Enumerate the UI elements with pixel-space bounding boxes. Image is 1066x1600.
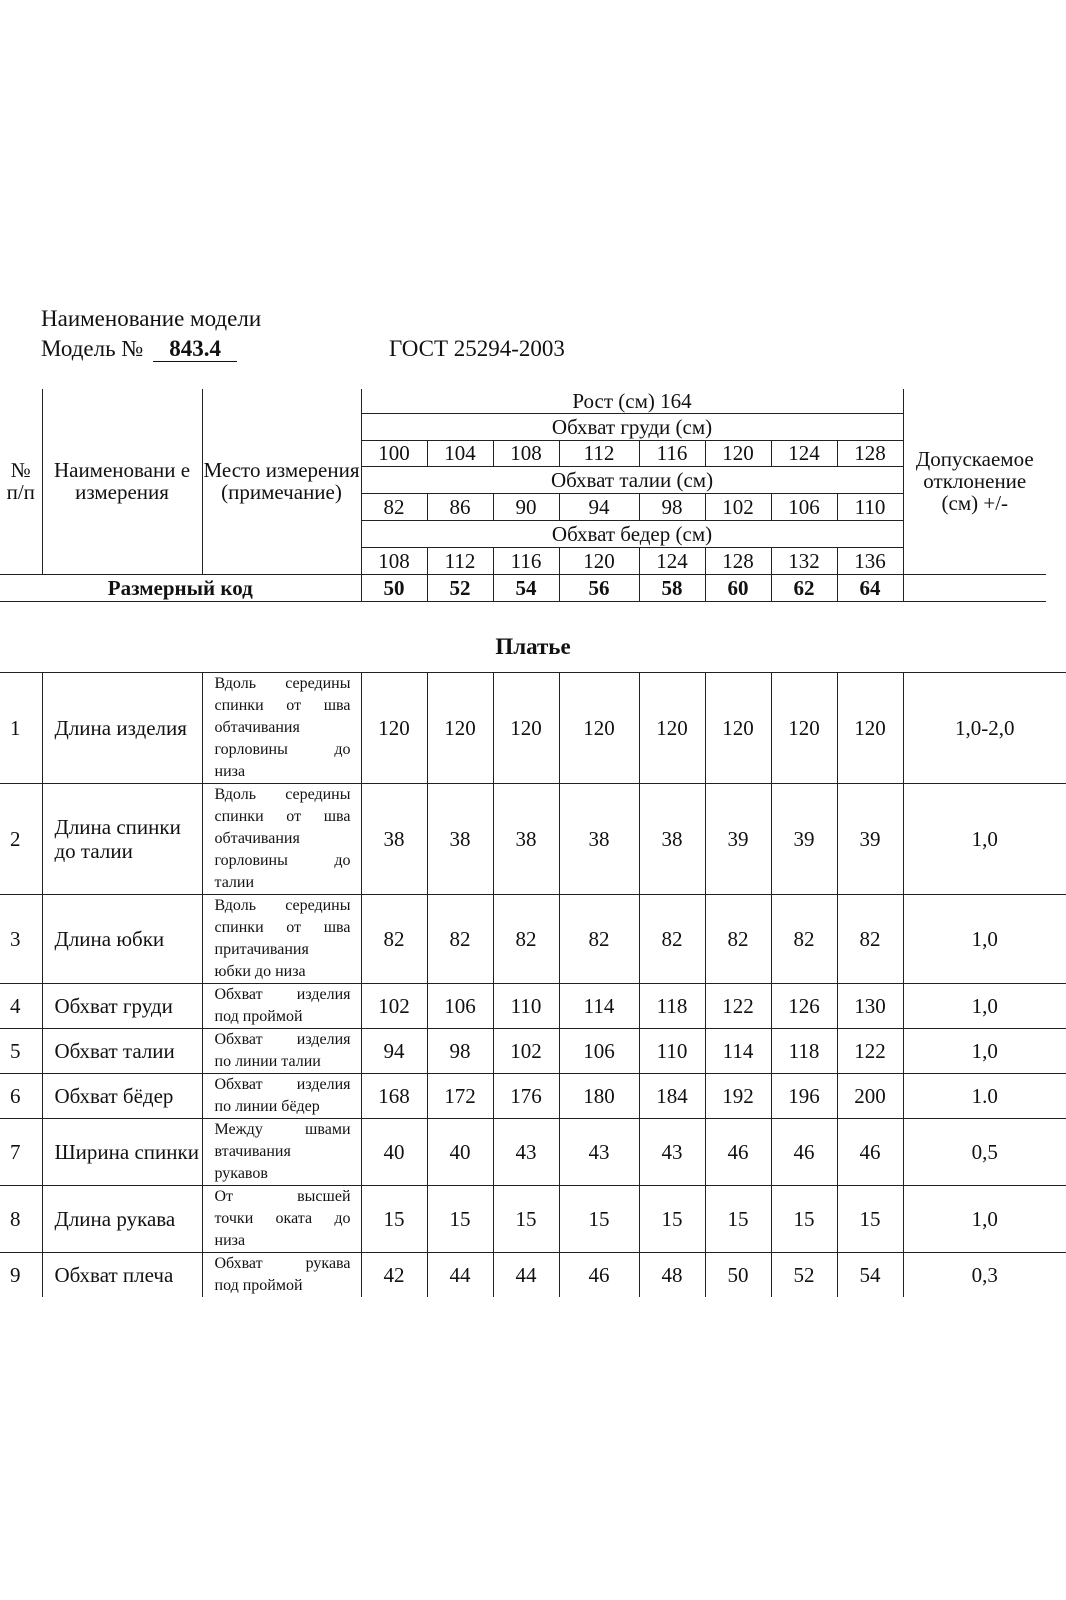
measurement-value: 39	[771, 784, 837, 895]
measurement-name: Обхват плеча	[42, 1253, 202, 1298]
tolerance-value: 1,0	[903, 1029, 1066, 1074]
waist-value-cell: 98	[639, 493, 705, 520]
measurement-name: Ширина спинки	[42, 1119, 202, 1186]
measurement-value: 15	[639, 1186, 705, 1253]
row-number: 7	[0, 1119, 42, 1186]
tolerance-value: 1.0	[903, 1074, 1066, 1119]
row-number: 3	[0, 895, 42, 984]
place-line: под проймой	[214, 1277, 303, 1294]
measurement-place	[202, 1074, 361, 1119]
header-hips-label: Обхват бедер (см)	[361, 520, 903, 547]
gost-standard: ГОСТ 25294-2003	[389, 336, 565, 361]
place-line: спинки от шва	[214, 808, 351, 825]
place-line: низа	[214, 763, 246, 780]
measurement-value: 120	[639, 673, 705, 784]
measurement-value: 46	[705, 1119, 771, 1186]
measurement-value: 39	[705, 784, 771, 895]
measurement-value: 82	[361, 895, 427, 984]
measurement-place	[202, 1186, 361, 1253]
measurement-value: 118	[771, 1029, 837, 1074]
measurement-value: 120	[771, 673, 837, 784]
measurement-value: 82	[559, 895, 639, 984]
tolerance-value: 1,0	[903, 1186, 1066, 1253]
measurement-value: 82	[771, 895, 837, 984]
table-row	[0, 1186, 1066, 1253]
measurement-value: 114	[559, 984, 639, 1029]
size-code-cell: 64	[837, 574, 903, 601]
measurement-value: 82	[639, 895, 705, 984]
size-header-table	[0, 389, 1046, 602]
measurement-value: 46	[559, 1253, 639, 1298]
tolerance-value: 1,0	[903, 984, 1066, 1029]
place-line: по линии бёдер	[214, 1098, 320, 1115]
measurement-place	[202, 784, 361, 895]
measurement-value: 172	[427, 1074, 493, 1119]
model-label: Модель №	[41, 336, 144, 361]
measurement-value: 122	[837, 1029, 903, 1074]
place-line: обтачивания	[214, 830, 300, 847]
row-number: 8	[0, 1186, 42, 1253]
measurement-value: 120	[837, 673, 903, 784]
measurement-value: 120	[559, 673, 639, 784]
tolerance-value: 1,0-2,0	[903, 673, 1066, 784]
waist-value-cell: 90	[493, 493, 559, 520]
header-chest-label: Обхват груди (см)	[361, 413, 903, 440]
table-row	[0, 895, 1066, 984]
hips-value-cell: 136	[837, 547, 903, 574]
hips-value-cell: 124	[639, 547, 705, 574]
measurement-value: 114	[705, 1029, 771, 1074]
hips-value-cell: 112	[427, 547, 493, 574]
place-line: юбки до низа	[214, 963, 306, 980]
measurement-value: 180	[559, 1074, 639, 1119]
header-name: Наименовани е измерения	[42, 389, 202, 574]
measurement-value: 38	[559, 784, 639, 895]
measurement-value: 54	[837, 1253, 903, 1298]
measurement-value: 15	[771, 1186, 837, 1253]
measurement-value: 176	[493, 1074, 559, 1119]
place-line: Обхват рукава	[214, 1255, 351, 1272]
header-tolerance: Допускаемое отклонение (см) +/-	[903, 389, 1046, 574]
place-line: рукавов	[214, 1165, 268, 1182]
measurement-value: 120	[493, 673, 559, 784]
section-title: Платье	[495, 634, 571, 659]
measurement-value: 43	[493, 1119, 559, 1186]
measurement-value: 106	[427, 984, 493, 1029]
place-line: втачивания	[214, 1143, 291, 1160]
measurement-value: 120	[705, 673, 771, 784]
size-code-cell: 58	[639, 574, 705, 601]
measurement-value: 118	[639, 984, 705, 1029]
measurement-value: 120	[427, 673, 493, 784]
measurement-value: 192	[705, 1074, 771, 1119]
measurement-value: 200	[837, 1074, 903, 1119]
measurement-value: 196	[771, 1074, 837, 1119]
table-row	[0, 784, 1066, 895]
measurement-value: 110	[493, 984, 559, 1029]
hips-value-cell: 128	[705, 547, 771, 574]
tolerance-value: 1,0	[903, 895, 1066, 984]
model-name-label: Наименование модели	[41, 306, 262, 331]
row-number: 2	[0, 784, 42, 895]
measurement-place	[202, 1253, 361, 1298]
hips-value-cell: 132	[771, 547, 837, 574]
measurement-value: 43	[559, 1119, 639, 1186]
size-code-cell: 54	[493, 574, 559, 601]
header-waist-label: Обхват талии (см)	[361, 466, 903, 493]
size-code-cell: 56	[559, 574, 639, 601]
measurement-name: Обхват талии	[42, 1029, 202, 1074]
place-line: под проймой	[214, 1008, 303, 1025]
measurement-value: 15	[361, 1186, 427, 1253]
measurement-value: 82	[837, 895, 903, 984]
measurement-value: 46	[771, 1119, 837, 1186]
waist-value-cell: 86	[427, 493, 493, 520]
measurement-value: 82	[705, 895, 771, 984]
tolerance-value: 1,0	[903, 784, 1066, 895]
measurement-value: 98	[427, 1029, 493, 1074]
measurement-value: 38	[427, 784, 493, 895]
place-line: Вдоль середины	[214, 897, 351, 914]
row-number: 6	[0, 1074, 42, 1119]
chest-value-cell: 108	[493, 440, 559, 466]
measurement-value: 15	[493, 1186, 559, 1253]
measurement-value: 38	[361, 784, 427, 895]
row-number: 4	[0, 984, 42, 1029]
chest-value-cell: 112	[559, 440, 639, 466]
size-code-cell: 52	[427, 574, 493, 601]
chest-value-cell: 100	[361, 440, 427, 466]
header-no: № п/п	[0, 389, 42, 574]
measurement-value: 15	[559, 1186, 639, 1253]
tolerance-value: 0,5	[903, 1119, 1066, 1186]
place-line: точки оката до	[214, 1210, 351, 1227]
measurement-value: 126	[771, 984, 837, 1029]
hips-value-cell: 108	[361, 547, 427, 574]
measurement-value: 15	[837, 1186, 903, 1253]
chest-value-cell: 104	[427, 440, 493, 466]
measurement-value: 40	[427, 1119, 493, 1186]
header-place: Место измерения (примечание)	[202, 389, 361, 574]
place-line: низа	[214, 1232, 246, 1249]
table-row	[0, 1253, 1066, 1298]
size-code-cell: 60	[705, 574, 771, 601]
measurement-value: 102	[361, 984, 427, 1029]
place-line: От высшей	[214, 1188, 351, 1205]
place-line: талии	[214, 874, 255, 891]
waist-value-cell: 82	[361, 493, 427, 520]
measurement-value: 168	[361, 1074, 427, 1119]
measurement-value: 130	[837, 984, 903, 1029]
place-line: Обхват изделия	[214, 1031, 351, 1048]
size-code-tolerance-empty	[903, 574, 1046, 601]
table-row	[0, 984, 1066, 1029]
place-line: горловины до	[214, 741, 351, 758]
measurement-place	[202, 895, 361, 984]
measurement-value: 94	[361, 1029, 427, 1074]
place-line: по линии талии	[214, 1053, 321, 1070]
size-code-cell: 62	[771, 574, 837, 601]
measurement-value: 50	[705, 1253, 771, 1298]
header-height: Рост (см) 164	[361, 389, 903, 413]
table-row	[0, 1119, 1066, 1186]
chest-value-cell: 124	[771, 440, 837, 466]
measurement-value: 106	[559, 1029, 639, 1074]
row-number: 5	[0, 1029, 42, 1074]
place-line: Обхват изделия	[214, 986, 351, 1003]
measurement-value: 52	[771, 1253, 837, 1298]
hips-value-cell: 116	[493, 547, 559, 574]
table-row	[0, 1029, 1066, 1074]
chest-value-cell: 116	[639, 440, 705, 466]
measurement-value: 120	[361, 673, 427, 784]
waist-value-cell: 106	[771, 493, 837, 520]
table-row	[0, 1074, 1066, 1119]
place-line: Вдоль середины	[214, 675, 351, 692]
measurement-value: 82	[493, 895, 559, 984]
place-line: спинки от шва	[214, 919, 351, 936]
place-line: спинки от шва	[214, 697, 351, 714]
measurement-value: 39	[837, 784, 903, 895]
place-line: Вдоль середины	[214, 786, 351, 803]
measurement-place	[202, 984, 361, 1029]
row-number: 9	[0, 1253, 42, 1298]
hips-value-cell: 120	[559, 547, 639, 574]
place-line: притачивания	[214, 941, 309, 958]
measurement-place	[202, 1029, 361, 1074]
measurements-table	[0, 672, 1066, 1297]
measurement-value: 15	[427, 1186, 493, 1253]
measurement-value: 82	[427, 895, 493, 984]
model-number: 843.4	[153, 337, 237, 362]
measurement-place	[202, 1119, 361, 1186]
measurement-name: Длина спинки до талии	[42, 784, 202, 895]
waist-value-cell: 102	[705, 493, 771, 520]
measurement-value: 46	[837, 1119, 903, 1186]
measurement-value: 43	[639, 1119, 705, 1186]
measurement-value: 40	[361, 1119, 427, 1186]
measurement-value: 38	[639, 784, 705, 895]
measurement-value: 44	[493, 1253, 559, 1298]
waist-value-cell: 110	[837, 493, 903, 520]
measurement-name: Длина юбки	[42, 895, 202, 984]
place-line: горловины до	[214, 852, 351, 869]
chest-value-cell: 128	[837, 440, 903, 466]
model-line	[41, 336, 237, 362]
measurement-value: 102	[493, 1029, 559, 1074]
place-line: обтачивания	[214, 719, 300, 736]
waist-value-cell: 94	[559, 493, 639, 520]
measurement-value: 38	[493, 784, 559, 895]
measurement-value: 42	[361, 1253, 427, 1298]
measurement-value: 15	[705, 1186, 771, 1253]
measurement-value: 44	[427, 1253, 493, 1298]
measurement-name: Обхват груди	[42, 984, 202, 1029]
chest-value-cell: 120	[705, 440, 771, 466]
measurement-value: 110	[639, 1029, 705, 1074]
place-line: Обхват изделия	[214, 1076, 351, 1093]
place-line: Между швами	[214, 1121, 351, 1138]
size-code-label: Размерный код	[0, 574, 361, 601]
table-row	[0, 673, 1066, 784]
measurement-value: 122	[705, 984, 771, 1029]
measurement-value: 184	[639, 1074, 705, 1119]
size-code-cell: 50	[361, 574, 427, 601]
measurement-name: Длина изделия	[42, 673, 202, 784]
measurement-name: Обхват бёдер	[42, 1074, 202, 1119]
measurement-value: 48	[639, 1253, 705, 1298]
measurement-place	[202, 673, 361, 784]
tolerance-value: 0,3	[903, 1253, 1066, 1298]
row-number: 1	[0, 673, 42, 784]
measurement-name: Длина рукава	[42, 1186, 202, 1253]
